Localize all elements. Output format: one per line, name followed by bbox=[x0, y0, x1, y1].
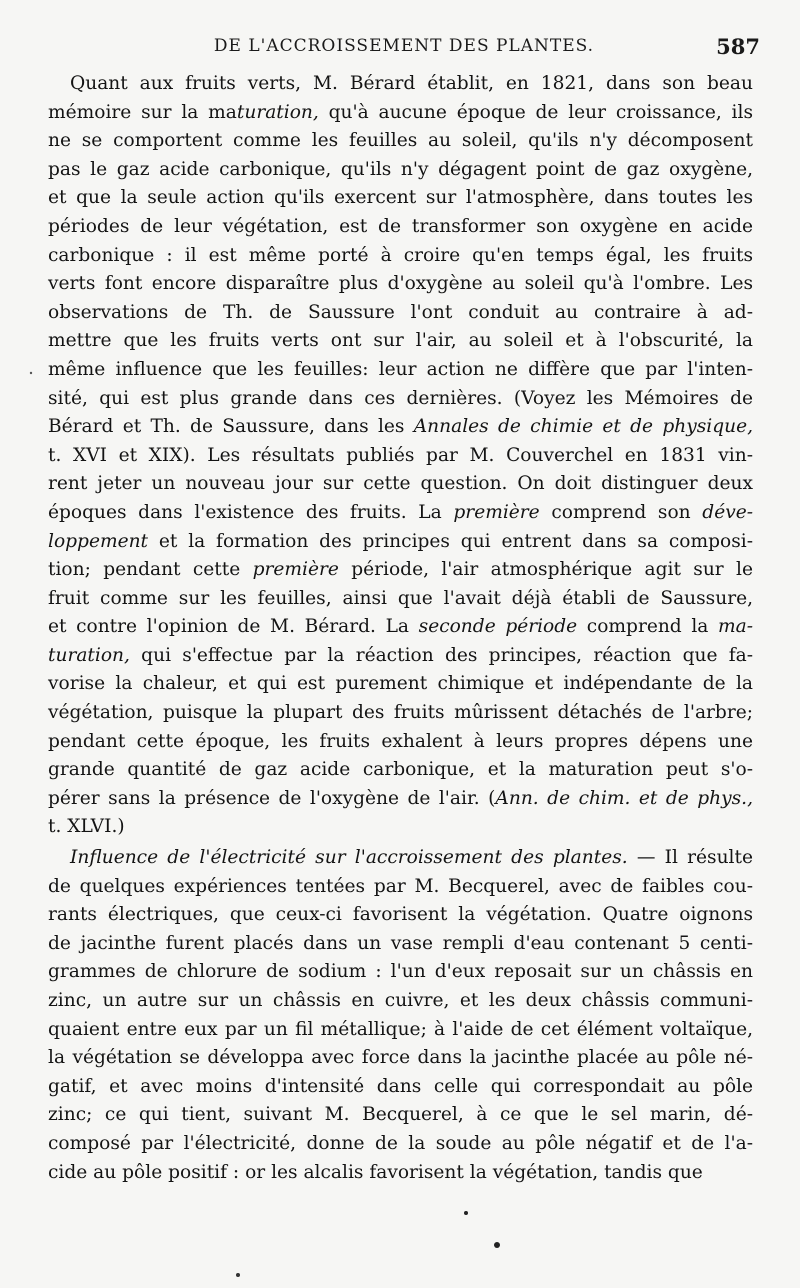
running-title: DE L'ACCROISSEMENT DES PLANTES. bbox=[213, 36, 595, 56]
text-line: grande quantité de gaz acide carbonique, et la maturation peut s'o- bbox=[48, 759, 753, 781]
text-line: observations de Th. de Saussure l'ont conduit au contraire à ad- bbox=[48, 301, 753, 323]
text-line: pérer sans la présence de l'oxygène de l'air. (Ann. de chim. et de phys., bbox=[48, 787, 753, 809]
text-line: et contre l'opinion de M. Bérard. La seconde période comprend la ma- bbox=[48, 616, 753, 638]
text-line: cide au pôle positif : or les alcalis favorisent la végétation, tandis que bbox=[48, 1161, 703, 1183]
text-line: turation, qui s'effectue par la réaction des principes, réaction que fa- bbox=[48, 644, 753, 666]
text-line: t. XLVI.) bbox=[48, 816, 125, 838]
text-line: zinc; ce qui tient, suivant M. Becquerel, à ce que le sel marin, dé- bbox=[48, 1104, 753, 1126]
text-line: rants électriques, que ceux-ci favorisent la végétation. Quatre oignons bbox=[48, 904, 753, 926]
text-line: sité, qui est plus grande dans ces dernières. (Voyez les Mémoires de bbox=[48, 387, 753, 409]
text-line: ne se comportent comme les feuilles au soleil, qu'ils n'y décomposent bbox=[48, 130, 753, 152]
text-line: Quant aux fruits verts, M. Bérard établit, en 1821, dans son beau bbox=[70, 73, 753, 94]
text-line: zinc, un autre sur un châssis en cuivre, et les deux châssis communi- bbox=[48, 990, 753, 1011]
text-line: la végétation se développa avec force dans la jacinthe placée au pôle né- bbox=[48, 1047, 753, 1069]
paragraph bbox=[48, 844, 753, 1187]
text-line: t. XVI et XIX). Les résultats publiés par M. Couverchel en 1831 vin- bbox=[48, 444, 753, 466]
text-line: mémoire sur la maturation, qu'à aucune époque de leur croissance, ils bbox=[48, 101, 753, 123]
text-line: Bérard et Th. de Saussure, dans les Annales de chimie et de physique, bbox=[48, 416, 753, 438]
text-line: pas le gaz acide carbonique, qu'ils n'y dégagent point de gaz oxygène, bbox=[48, 158, 753, 180]
text-line: et que la seule action qu'ils exercent sur l'atmosphère, dans toutes les bbox=[48, 187, 753, 209]
text-line: de quelques expériences tentées par M. Becquerel, avec de faibles cou- bbox=[48, 875, 753, 897]
text-line: fruit comme sur les feuilles, ainsi que l'avait déjà établi de Saussure, bbox=[48, 587, 753, 609]
page-number: 587 bbox=[716, 34, 760, 59]
text-line: quaient entre eux par un fil métallique; à l'aide de cet élément voltaïque, bbox=[48, 1018, 753, 1040]
text-line: composé par l'électricité, donne de la soude au pôle négatif et de l'a- bbox=[48, 1132, 753, 1154]
body-text bbox=[48, 70, 753, 1187]
text-line: tion; pendant cette première période, l'air atmosphérique agit sur le bbox=[48, 559, 753, 581]
text-line: carbonique : il est même porté à croire qu'en temps égal, les fruits bbox=[48, 244, 753, 266]
text-line: rent jeter un nouveau jour sur cette question. On doit distinguer deux bbox=[48, 473, 753, 495]
text-line: de jacinthe furent placés dans un vase rempli d'eau contenant 5 centi- bbox=[48, 932, 753, 954]
text-line: végétation, puisque la plupart des fruits mûrissent détachés de l'arbre; bbox=[48, 702, 753, 724]
text-line: mettre que les fruits verts ont sur l'air, au soleil et à l'obscurité, la bbox=[48, 330, 753, 352]
paragraph bbox=[48, 70, 753, 842]
text-line: pendant cette époque, les fruits exhalent à leurs propres dépens une bbox=[48, 730, 753, 752]
text-line: loppement et la formation des principes qui entrent dans sa composi- bbox=[48, 530, 753, 552]
text-line: périodes de leur végétation, est de transformer son oxygène en acide bbox=[48, 215, 753, 237]
text-line: même influence que les feuilles: leur action ne diffère que par l'inten- bbox=[48, 358, 753, 380]
page-header bbox=[48, 34, 760, 62]
text-line: époques dans l'existence des fruits. La première comprend son déve- bbox=[48, 501, 753, 523]
text-line: vorise la chaleur, et qui est purement chimique et indépendante de la bbox=[48, 673, 753, 695]
text-line: grammes de chlorure de sodium : l'un d'eux reposait sur un châssis en bbox=[48, 961, 753, 983]
text-line: gatif, et avec moins d'intensité dans celle qui correspondait au pôle bbox=[48, 1075, 753, 1097]
text-line: Influence de l'électricité sur l'accroissement des plantes. — Il résulte bbox=[70, 847, 753, 869]
text-line: verts font encore disparaître plus d'oxygène au soleil qu'à l'ombre. Les bbox=[48, 273, 753, 295]
